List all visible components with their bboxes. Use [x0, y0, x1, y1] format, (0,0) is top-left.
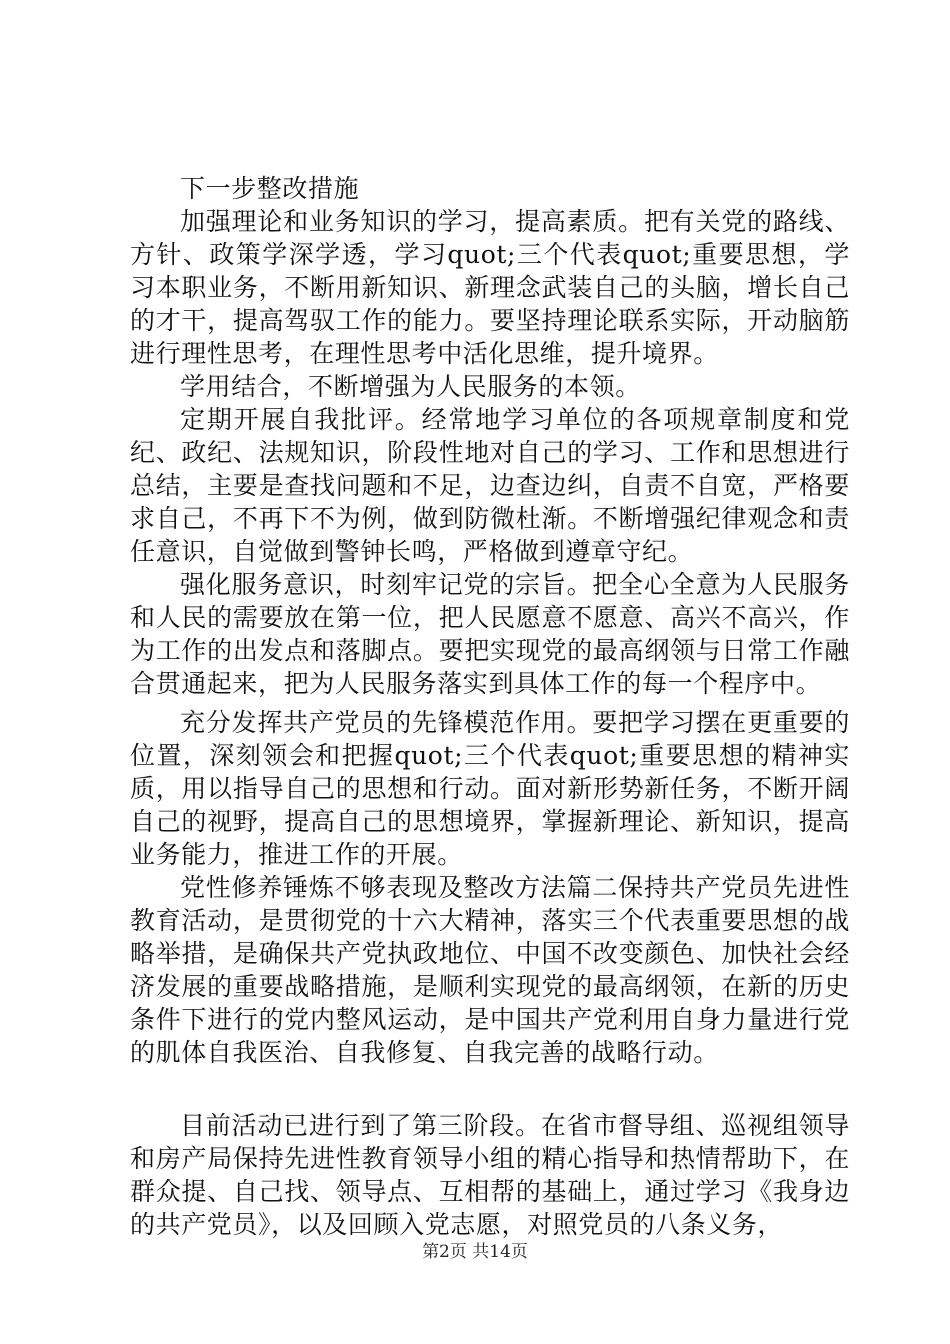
section-heading: 下一步整改措施	[180, 174, 360, 203]
page-number-footer: 第2页 共14页	[422, 1242, 528, 1262]
document-body	[130, 172, 850, 1241]
paragraph: 党性修养锤炼不够表现及整改方法篇二保持共产党员先进性教育活动，是贯彻党的十六大精神，落实三个代表重要思想的战略举措，是确保共产党执政地位、中国不改变颜色、加快社会经济发展的重要战略措施，是顺利实现党的最高纲领，在新的历史条件下进行的党内整风运动，是中国共产党利用自身力量进行党的肌体自我医治、自我修复、自我完善的战略行动。	[130, 873, 850, 1067]
paragraph: 目前活动已进行到了第三阶段。在省市督导组、巡视组领导和房产局保持先进性教育领导小组的精心指导和热情帮助下，在群众提、自己找、领导点、互相帮的基础上，通过学习《我身边的共产党员》，以及回顾入党志愿，对照党员的八条义务，	[130, 1111, 850, 1239]
paragraph: 充分发挥共产党员的先锋模范作用。要把学习摆在更重要的位置，深刻领会和把握quot;三个代表quot;重要思想的精神实质，用以指导自己的思想和行动。面对新形势新任务，不断开阔自己的视野，提高自己的思想境界，掌握新理论、新知识，提高业务能力，推进工作的开展。	[130, 708, 850, 869]
paragraph: 定期开展自我批评。经常地学习单位的各项规章制度和党纪、政纪、法规知识，阶段性地对自己的学习、工作和思想进行总结，主要是查找问题和不足，边查边纠，自责不自宽，严格要求自己，不再下不为例，做到防微杜渐。不断增强纪律观念和责任意识，自觉做到警钟长鸣，严格做到遵章守纪。	[130, 405, 850, 566]
paragraph: 学用结合，不断增强为人民服务的本领。	[180, 372, 641, 401]
paragraph: 加强理论和业务知识的学习，提高素质。把有关党的路线、方针、政策学深学透，学习quot;三个代表quot;重要思想，学习本职业务，不断用新知识、新理念武装自己的头脑，增长自己的才干，提高驾驭工作的能力。要坚持理论联系实际，开动脑筋进行理性思考，在理性思考中活化思维，提升境界。	[130, 207, 850, 368]
paragraph: 强化服务意识，时刻牢记党的宗旨。把全心全意为人民服务和人民的需要放在第一位，把人民愿意不愿意、高兴不高兴，作为工作的出发点和落脚点。要把实现党的最高纲领与日常工作融合贯通起来，把为人民服务落实到具体工作的每一个程序中。	[130, 570, 850, 698]
